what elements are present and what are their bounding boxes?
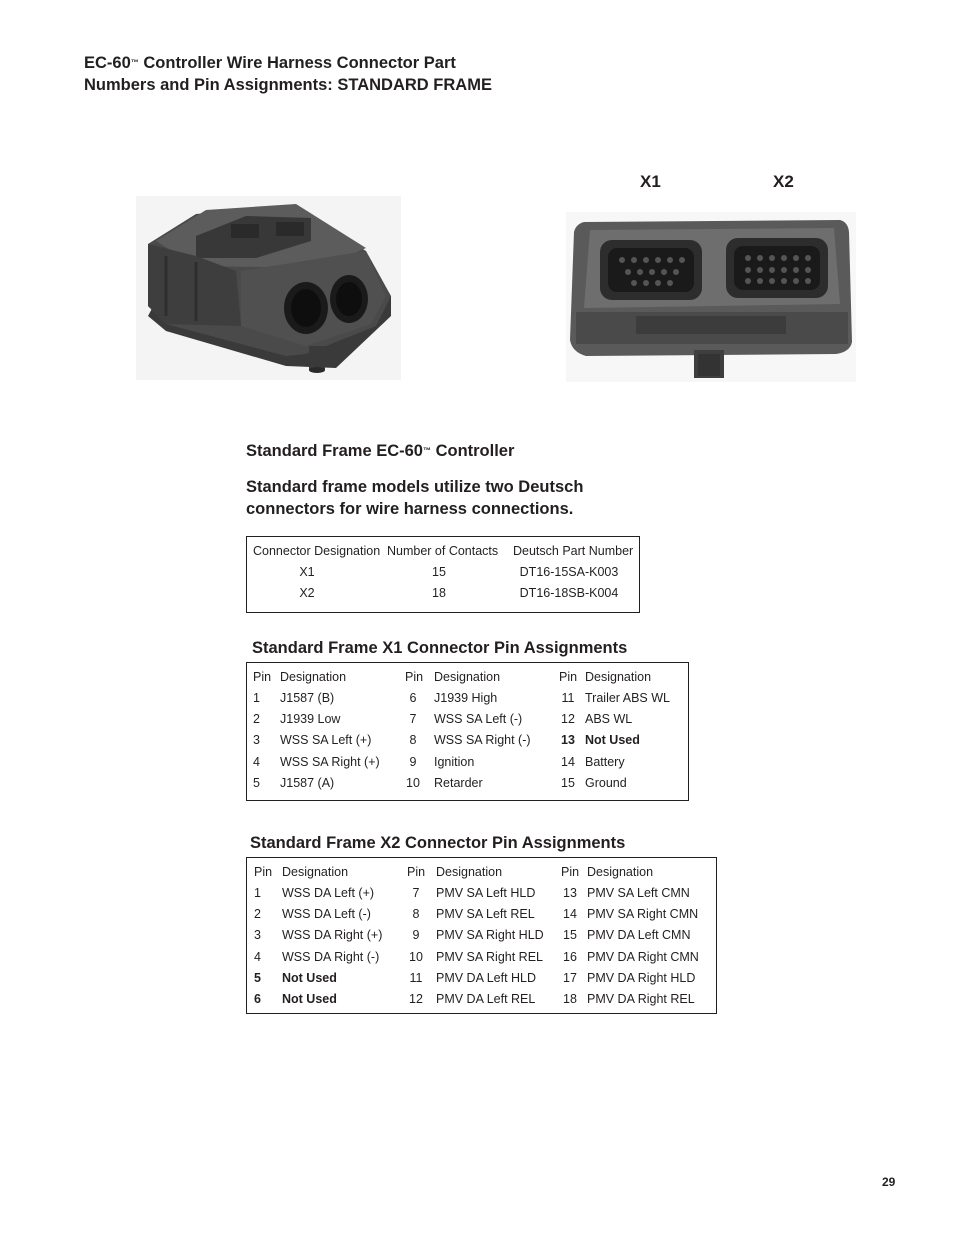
controller-photo bbox=[566, 212, 856, 382]
pin-designation: J1939 High bbox=[434, 691, 498, 705]
pin-number: 6 bbox=[409, 691, 417, 705]
pin-number: 4 bbox=[253, 755, 260, 769]
table-cell: DT16-15SA-K003 bbox=[519, 565, 619, 579]
pin-designation: PMV SA Left HLD bbox=[436, 886, 536, 900]
header-pin: Pin bbox=[559, 670, 578, 684]
pin-designation: PMV DA Left HLD bbox=[436, 971, 537, 985]
pin-designation: Not Used bbox=[282, 971, 337, 985]
pin-designation: WSS DA Right (+) bbox=[282, 928, 383, 942]
x1-label: X1 bbox=[640, 172, 661, 191]
header-designation: Designation bbox=[585, 670, 652, 684]
pin-designation: WSS DA Left (-) bbox=[282, 907, 371, 921]
photo-caption: Standard Frame EC-60™ Controller bbox=[246, 442, 515, 460]
header-part-number: Deutsch Part Number bbox=[513, 544, 634, 558]
pin-number: 11 bbox=[409, 971, 423, 985]
pin-number: 8 bbox=[412, 907, 420, 921]
pin-designation: PMV SA Right CMN bbox=[587, 907, 699, 921]
pin-number: 12 bbox=[409, 992, 423, 1006]
header-pin: Pin bbox=[561, 865, 580, 879]
pin-designation: PMV SA Left REL bbox=[436, 907, 535, 921]
table-cell: 18 bbox=[432, 586, 446, 600]
pin-number: 13 bbox=[561, 733, 575, 747]
pin-number: 12 bbox=[561, 712, 575, 726]
pin-number: 15 bbox=[563, 928, 577, 942]
pin-number: 2 bbox=[253, 712, 260, 726]
pin-designation: PMV SA Right REL bbox=[436, 950, 543, 964]
pin-designation: Retarder bbox=[434, 776, 483, 790]
harness-connector-photo bbox=[136, 196, 401, 380]
pin-designation: ABS WL bbox=[585, 712, 633, 726]
header-designation: Designation bbox=[434, 670, 501, 684]
pin-number: 16 bbox=[563, 950, 577, 964]
pin-number: 3 bbox=[253, 733, 260, 747]
x2-pin-table bbox=[246, 857, 717, 1014]
x1-table-heading: Standard Frame X1 Connector Pin Assignments bbox=[252, 639, 628, 657]
pin-number: 10 bbox=[406, 776, 420, 790]
pin-designation: Not Used bbox=[282, 992, 337, 1006]
pin-designation: WSS SA Right (-) bbox=[434, 733, 531, 747]
table-cell: X1 bbox=[299, 565, 315, 579]
header-designation: Designation bbox=[436, 865, 503, 879]
header-designation: Designation bbox=[280, 670, 347, 684]
pin-number: 2 bbox=[254, 907, 261, 921]
x2-label: X2 bbox=[773, 172, 794, 191]
pin-designation: J1939 Low bbox=[280, 712, 341, 726]
pin-designation: PMV SA Left CMN bbox=[587, 886, 690, 900]
pin-designation: WSS SA Right (+) bbox=[280, 755, 380, 769]
header-pin: Pin bbox=[407, 865, 426, 879]
pin-designation: PMV DA Right HLD bbox=[587, 971, 696, 985]
pin-number: 1 bbox=[254, 886, 261, 900]
page-title: EC-60™ Controller Wire Harness Connector Part Numbers and Pin Assignments: STANDARD FRAME bbox=[84, 54, 492, 94]
pin-designation: PMV DA Right REL bbox=[587, 992, 695, 1006]
pin-number: 10 bbox=[409, 950, 423, 964]
header-connector-designation: Connector Designation bbox=[253, 544, 381, 558]
pin-number: 3 bbox=[254, 928, 261, 942]
pin-number: 7 bbox=[409, 712, 417, 726]
pin-number: 15 bbox=[561, 776, 575, 790]
pin-number: 4 bbox=[254, 950, 261, 964]
description: Standard frame models utilize two Deutsch connectors for wire harness connections. bbox=[246, 478, 584, 518]
pin-number: 9 bbox=[412, 928, 420, 942]
pin-designation: Not Used bbox=[585, 733, 640, 747]
table-cell: X2 bbox=[299, 586, 315, 600]
pin-designation: WSS DA Left (+) bbox=[282, 886, 375, 900]
pin-designation: J1587 (A) bbox=[280, 776, 335, 790]
x2-table-heading: Standard Frame X2 Connector Pin Assignments bbox=[250, 834, 626, 852]
header-pin: Pin bbox=[254, 865, 273, 879]
table-cell: DT16-18SB-K004 bbox=[519, 586, 619, 600]
pin-designation: Battery bbox=[585, 755, 625, 769]
table-cell: 15 bbox=[432, 565, 446, 579]
pin-designation: Ignition bbox=[434, 755, 475, 769]
pin-number: 14 bbox=[561, 755, 575, 769]
pin-number: 7 bbox=[412, 886, 420, 900]
pin-designation: PMV DA Left REL bbox=[436, 992, 536, 1006]
pin-designation: WSS DA Right (-) bbox=[282, 950, 380, 964]
pin-designation: PMV DA Right CMN bbox=[587, 950, 699, 964]
header-number-of-contacts: Number of Contacts bbox=[387, 544, 499, 558]
pin-number: 8 bbox=[409, 733, 417, 747]
header-designation: Designation bbox=[587, 865, 654, 879]
pin-designation: PMV SA Right HLD bbox=[436, 928, 544, 942]
header-pin: Pin bbox=[405, 670, 424, 684]
header-pin: Pin bbox=[253, 670, 272, 684]
pin-designation: Ground bbox=[585, 776, 627, 790]
pin-number: 1 bbox=[253, 691, 260, 705]
pin-designation: Trailer ABS WL bbox=[585, 691, 670, 705]
connector-table bbox=[246, 536, 640, 613]
pin-number: 9 bbox=[409, 755, 417, 769]
pin-number: 11 bbox=[561, 691, 575, 705]
header-designation: Designation bbox=[282, 865, 349, 879]
pin-designation: WSS SA Left (+) bbox=[280, 733, 372, 747]
pin-number: 17 bbox=[563, 971, 577, 985]
page-number: 29 bbox=[882, 1175, 896, 1189]
pin-designation: WSS SA Left (-) bbox=[434, 712, 523, 726]
pin-number: 6 bbox=[254, 992, 261, 1006]
pin-number: 18 bbox=[563, 992, 577, 1006]
pin-number: 13 bbox=[563, 886, 577, 900]
pin-number: 14 bbox=[563, 907, 577, 921]
pin-designation: J1587 (B) bbox=[280, 691, 335, 705]
pin-designation: PMV DA Left CMN bbox=[587, 928, 691, 942]
pin-number: 5 bbox=[253, 776, 260, 790]
x1-pin-table bbox=[246, 662, 689, 801]
pin-number: 5 bbox=[254, 971, 261, 985]
